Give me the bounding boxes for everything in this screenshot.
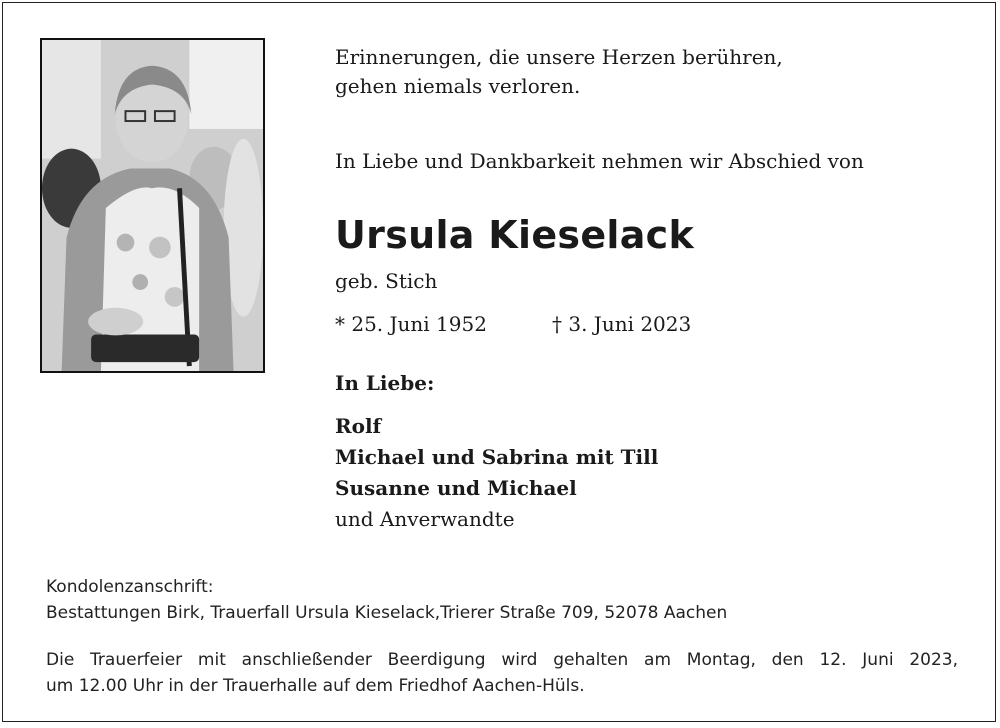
deceased-name: Ursula Kieselack [335, 213, 695, 257]
mourner-name: Susanne und Michael [335, 476, 577, 500]
farewell-intro: In Liebe und Dankbarkeit nehmen wir Abschied von [335, 149, 864, 173]
ceremony-line: um 12.00 Uhr in der Trauerhalle auf dem Friedhof Aachen-Hüls. [46, 676, 585, 696]
portrait-image-icon [42, 40, 263, 371]
condolence-label: Kondolenzanschrift: [46, 577, 214, 597]
obituary-notice [2, 2, 996, 722]
quote-line: Erinnerungen, die unsere Herzen berühren, [335, 45, 783, 69]
mourner-name: Michael und Sabrina mit Till [335, 445, 659, 469]
mourners-heading: In Liebe: [335, 371, 435, 395]
condolence-address-line: Bestattungen Birk, Trauerfall Ursula Kieselack,Trierer Straße 709, 52078 Aachen [46, 603, 728, 623]
mourners-list [335, 411, 658, 535]
ceremony-info [46, 647, 958, 699]
birth-date: * 25. Juni 1952 [335, 312, 487, 336]
death-date: † 3. Juni 2023 [552, 312, 692, 336]
memorial-quote [335, 43, 783, 101]
maiden-name: geb. Stich [335, 269, 438, 293]
condolence-address [46, 574, 727, 626]
portrait-photo [40, 38, 265, 373]
ceremony-line: Die Trauerfeier mit anschließender Beerdigung wird gehalten am Montag, den 12. Juni 2023, [46, 650, 958, 670]
relatives-line: und Anverwandte [335, 507, 515, 531]
mourner-name: Rolf [335, 414, 382, 438]
quote-line: gehen niemals verloren. [335, 74, 581, 98]
